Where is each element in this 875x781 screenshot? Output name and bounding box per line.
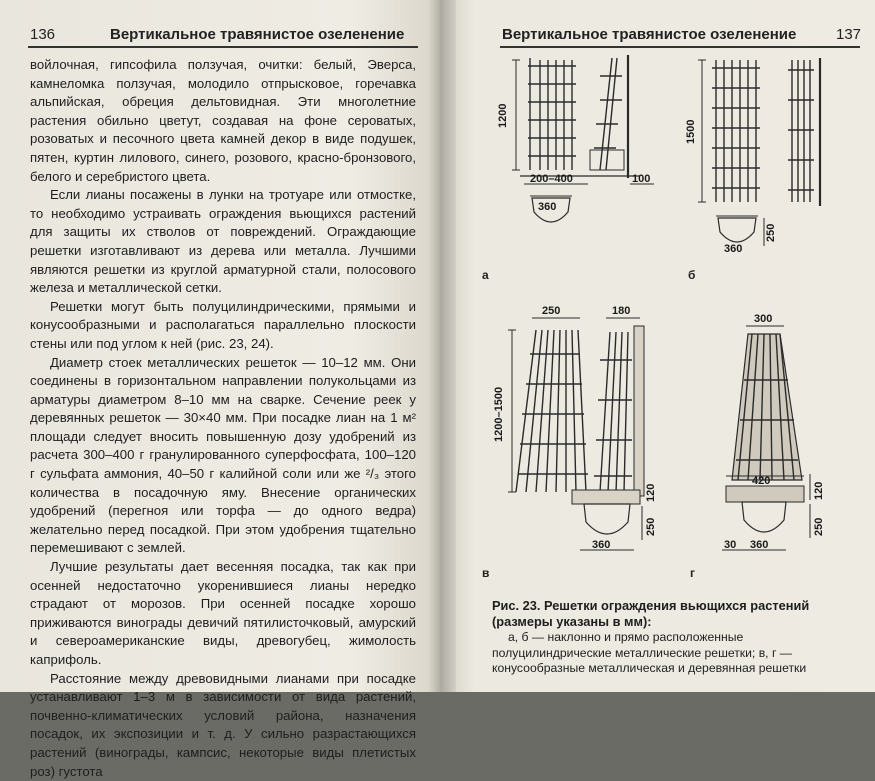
dim-c-top-width: 250	[542, 305, 561, 317]
paragraph: Диаметр стоек металлических решеток — 10–12 мм. Они соединены в горизонтальном направлении полукольцами из арматуры диаметром 8–10 мм на сварке. Сечение реек у деревянных решеток — 30×40 мм. При посадке лиан на 1 м² площади следует вносить повышенную дозу удобрений из расчета 300–400 г гранулированного суперфосфата, 100–120 г сульфата аммония, 40–50 г калийной соли или же ²/₃ этого количества в посадочную яму. Внесение органических удобрений (перегноя или торфа — до одного ведра) желательно перед посадкой. При этом удобрения тщательно перемешивают с землей.	[30, 354, 416, 556]
drawing-a	[512, 55, 654, 222]
left-page-running-title: Вертикальное травянистое озеленение	[110, 26, 405, 43]
caption-title: Рис. 23. Решетки ограждения вьющихся растений (размеры указаны в мм):	[492, 598, 810, 629]
panel-label-a: а	[482, 268, 489, 282]
dim-d-base: 360	[750, 539, 769, 551]
left-header-rule	[28, 46, 418, 48]
dim-c-base: 360	[592, 539, 611, 551]
dim-c-block: 120	[645, 483, 657, 502]
panel-label-b: б	[688, 268, 696, 282]
dim-c-depth: 250	[645, 517, 657, 536]
dim-a-offset: 100	[632, 173, 651, 185]
paragraph: войлочная, гипсофила ползучая, очитки: белый, Эверса, камнеломка ползучая, молодило отпрысковое, горечавка альпийская, обреция дельтовидная. Эти многолетние растения обильно цветут, создавая на фоне сероватых, розоватых и песочного цвета камней декор в виде подушек, пятен, куртин лилового, синего, розового, красно-бронзового, белого и серебристого цвета.	[30, 57, 416, 184]
right-page-number: 137	[836, 26, 862, 43]
left-page-header	[0, 24, 440, 46]
dim-a-height: 1200	[497, 103, 509, 128]
dim-d-depth: 250	[813, 517, 825, 536]
dim-a-width: 200–400	[530, 173, 573, 185]
dim-d-offset: 30	[724, 539, 737, 551]
drawing-g	[722, 326, 810, 550]
dim-c-top-side: 180	[612, 305, 631, 317]
paragraph: Лучшие результаты дает весенняя посадка, так как при осенней недостаточно укоренившиеся лианы нередко страдают от морозов. При осенней посадке хорошо приживаются винограды девичий пятилисточковый, амурский и североамериканские виды, древогубец, жимолость каприфоль.	[30, 559, 416, 667]
dim-b-height: 1500	[685, 119, 697, 144]
figure-caption	[492, 598, 862, 677]
figure-23-drawings	[440, 0, 875, 600]
dim-d-top-width: 300	[754, 313, 773, 325]
drawing-b	[698, 58, 820, 246]
drawing-v	[508, 318, 644, 550]
caption-text: а, б — наклонно и прямо расположенные полуцилиндрические металлические решетки; в, г — конусообразные металлическая и деревянная решетки	[492, 630, 807, 675]
dim-d-block-width: 420	[752, 475, 771, 487]
right-page-running-title: Вертикальное травянистое озеленение	[502, 26, 797, 43]
right-page	[440, 0, 875, 692]
paragraph: Расстояние между древовидными лианами при посадке устанавливают 1–3 м в зависимости от вида растений, почвенно-климатических условий района, назначения посадок, их экспозиции и т. д. У сильно разрастающихся растений (винограды, кампсис, некоторые виды плетистых роз) густота	[30, 670, 416, 779]
panel-label-g: г	[690, 566, 695, 580]
left-page-body	[30, 56, 416, 781]
book-gutter-shadow	[428, 0, 456, 692]
paragraph: Решетки могут быть полуцилиндрическими, прямыми и конусообразными и располагаться параллельно плоскости стены или под углом к ней (рис. 23, 24).	[30, 298, 416, 351]
dim-b-depth: 250	[765, 223, 777, 242]
panel-label-v: в	[482, 566, 490, 580]
paragraph: Если лианы посажены в лунки на тротуаре или отмостке, то необходимо устраивать ограждения вьющихся растений для защиты их стволов от повреждений. Ограждающие решетки изготавливают из дерева или металла. Лучшими являются решетки из круглой арматурной стали, полосового железа и металлической сетки.	[30, 187, 416, 296]
dim-c-height: 1200–1500	[493, 386, 505, 442]
dim-d-block: 120	[813, 481, 825, 500]
left-page-number: 136	[30, 26, 56, 43]
dim-a-base: 360	[538, 201, 557, 213]
dim-b-base: 360	[724, 243, 743, 255]
